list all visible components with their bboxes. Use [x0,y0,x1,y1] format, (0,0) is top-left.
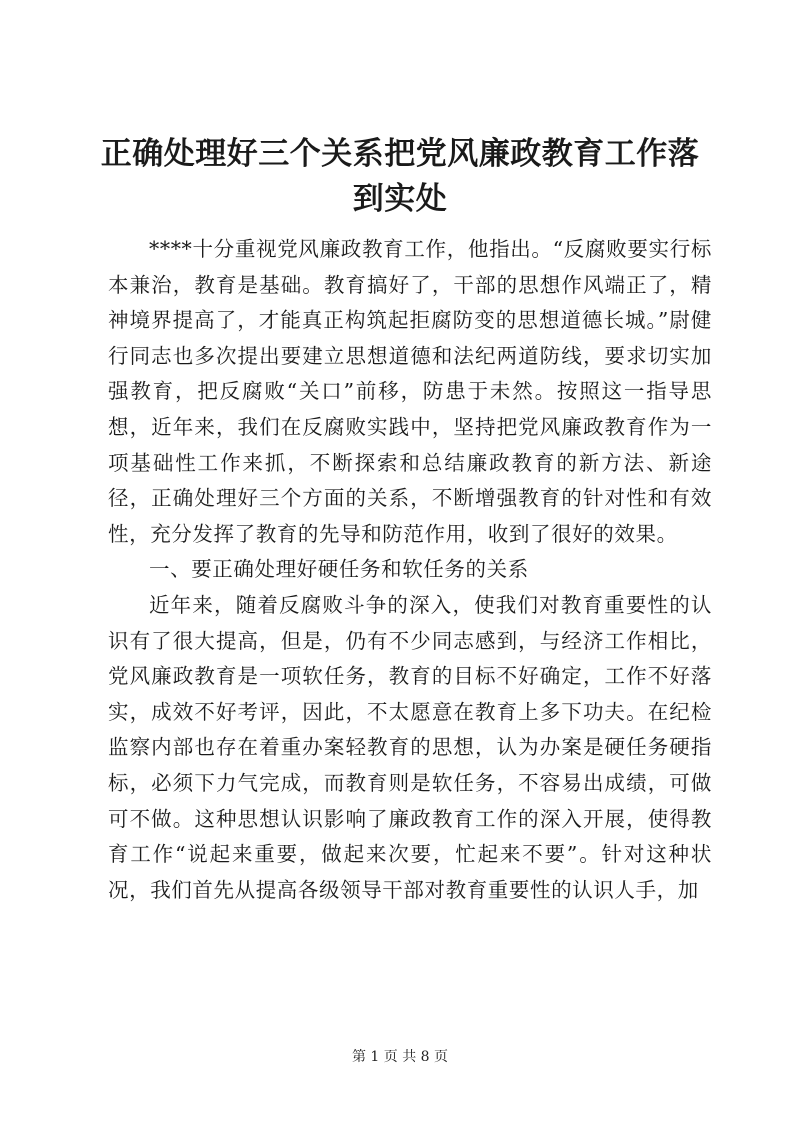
section-heading: 一、要正确处理好硬任务和软任务的关系 [149,557,529,582]
document-title: 正确处理好三个关系把党风廉政教育工作落到实处 [100,136,700,217]
section-paragraph: 近年来，随着反腐败斗争的深入，使我们对教育重要性的认识有了很大提高，但是，仍有不少同志感到，与经济工作相比，党风廉政教育是一项软任务，教育的目标不好确定，工作不好落实，成效不好考评，因此，不太愿意在教育上多下功夫。在纪检监察内部也存在着重办案轻教育的思想，认为办案是硬任务硬指标，必须下力气完成，而教育则是软任务，不容易出成绩，可做可不做。这种思想认识影响了廉政教育工作的深入开展，使得教育工作“说起来重要，做起来次要，忙起来不要”。针对这种状况，我们首先从提高各级领导干部对教育重要性的认识人手，加 [108,592,712,902]
document-body [108,232,712,908]
page-footer: 第 1 页 共 8 页 [351,1049,449,1065]
intro-paragraph: ****十分重视党风廉政教育工作，他指出。“反腐败要实行标本兼治，教育是基础。教育搞好了，干部的思想作风端正了，精神境界提高了，才能真正构筑起拒腐防变的思想道德长城。”尉健行同志也多次提出要建立思想道德和法纪两道防线，要求切实加强教育，把反腐败“关口”前移，防患于未然。按照这一指导思想，近年来，我们在反腐败实践中，坚持把党风廉政教育作为一项基础性工作来抓，不断探索和总结廉政教育的新方法、新途径，正确处理好三个方面的关系，不断增强教育的针对性和有效性，充分发挥了教育的先导和防范作用，收到了很好的效果。 [108,237,712,546]
